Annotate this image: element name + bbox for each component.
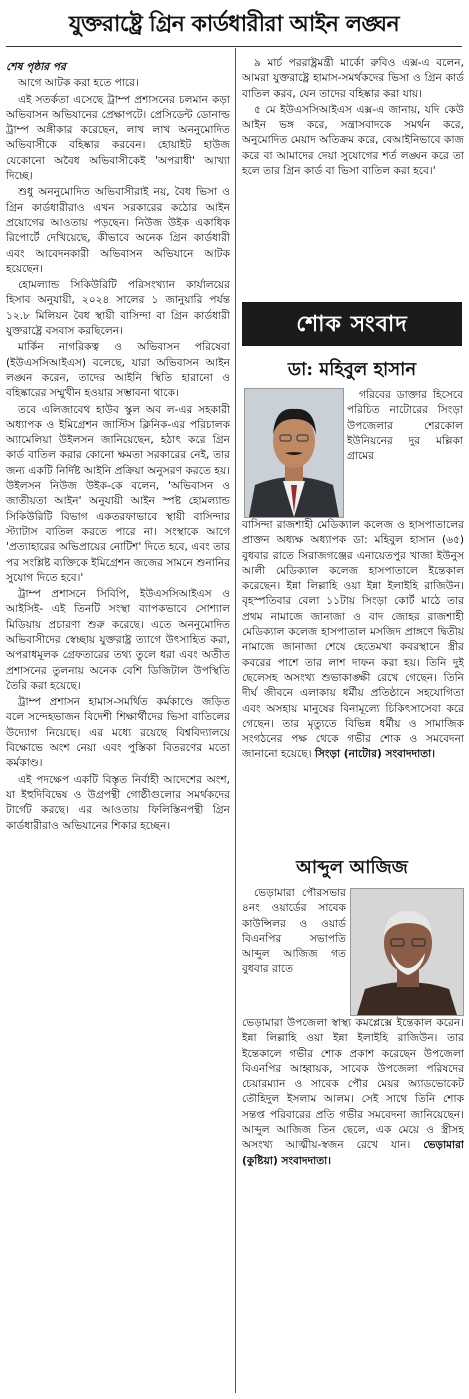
portrait-2-illustration <box>351 889 463 1015</box>
obituary-1-body-text: বাসিন্দা রাজশাহী মেডিক্যাল কলেজ ও হাসপাতালের প্রাক্তন অধ্যক্ষ অধ্যাপক ডা: মহিবুল হাসান (৬৫) বুধবার রাতে সিরাজগঞ্জের এনায়েতপুর খাজা ইউনুস আলী মেডিক্যাল কলেজ হাসপাতালে ইন্তেকাল করেছেন। ইন্না লিল্লাহি ওয়া ইন্না ইলাইহি রাজিউন। বৃহস্পতিবার বেলা ১১টায় সিংড়া কোর্ট মাঠে তার প্রথম নামাজে জানাজা ও বাদ জোহর রাজশাহী মেডিক্যাল কলেজ হাসপাতাল মসজিদ প্রাঙ্গণে দ্বিতীয় নামাজে জানাজা শেষে হেতেমখা কবরস্থানে স্ত্রীর কবরের পাশে তার লাশ দাফন করা হয়। তিনি দুই ছেলেসহ অসংখ্য শুভাকাঙ্ক্ষী রেখে গেছেন। তিনি দীর্ঘ জীবনে এলাকায় ধর্মীয় প্রতিষ্ঠানে সহযোগিতা এবং অসহায় মানুষের বিনামূল্যে চিকিৎসাসেবা করে গেছেন। তার মৃত্যুতে বিভিন্ন ধর্মীয় ও সামাজিক সংগঠনের পক্ষ থেকে গভীর শোক ও সমবেদনা জানানো হয়েছে। <box>242 519 464 761</box>
article-paragraph: তবে এলিজাবেথ হাউব স্কুল অব ল-এর সহকারী অধ্যাপক ও ইমিগ্রেশন জাস্টিস ক্লিনিক-এর পরিচালক অ্যামেলিয়া উইলসন জানিয়েছেন, হঠাৎ করে গ্রিন কার্ড বাতিল করার কোনো ক্ষমতা সরকারের নেই, তার জন্য একটি নির্দিষ্ট আইনি প্রক্রিয়া অনুসরণ করতে হয়। উইলসন নিউজ উইক-কে বলেন, 'অভিবাসন ও জাতীয়তা আইন' অনুযায়ী আইন স্পষ্ট হোমল্যান্ড সিকিউরিটি বিভাগ একতরফাভাবে স্থায়ী বাসিন্দার স্ট্যাটাস বাতিল করতে পারে না। সংস্থাকে আগে 'প্রত্যাহারের অভিপ্রায়ের নোটিশ' দিতে হবে, এবং তার পর সংশ্লিষ্ট ব্যক্তিকে ইমিগ্রেশন জজের সামনে শুনানির সুযোগ দিতে হবে।' <box>6 403 230 584</box>
article-paragraph: হোমল্যান্ড সিকিউরিটি পরিসংখ্যান কার্যালয়ের হিসাব অনুযায়ী, ২০২৪ সালের ১ জানুয়ারি পর্যন্ত ১২.৮ মিলিয়ন বৈধ স্থায়ী বাসিন্দা বা গ্রিন কার্ডধারী যুক্তরাষ্ট্রে বসবাস করছিলেন। <box>6 279 230 338</box>
article-paragraph: এই পদক্ষেপ একটি বিস্তৃত নির্বাহী আদেশের অংশ, যা ইহুদিবিদ্বেষ ও উগ্রপন্থী গোষ্ঠীগুলোর সমর্থকদের টার্গেট করছে। এর আওতায় ফিলিস্তিনপন্থী গ্রিন কার্ডধারীরাও অভিযানের শিকার হচ্ছেন। <box>6 773 230 832</box>
obituary-1-intro: গরিবের ডাক্তার হিসেবে পরিচিত নাটোরের সিংড়া উপজেলার শেরকোল ইউনিয়নের দুর মল্লিকা গ্রামের <box>347 389 463 463</box>
obituary-2-side-text <box>242 886 346 1014</box>
headline-divider <box>6 46 462 47</box>
article-paragraph: ট্রাম্প প্রশাসন হামাস-সমর্থিত কর্মকাণ্ডে জড়িত বলে সন্দেহভাজন বিদেশী শিক্ষার্থীদের ভিসা বাতিলের উদ্যোগ নিয়েছে। এর মধ্যে রয়েছে বিশ্ববিদ্যালয়ে বিক্ষোভে অংশ নেয়া এবং পুস্তিকা বিতরণের মতো কর্মকাণ্ড। <box>6 696 230 770</box>
column-divider <box>235 48 236 1393</box>
article-paragraph: শুধু অননুমোদিত অভিবাসীরাই নয়, বৈধ ভিসা ও গ্রিন কার্ডধারীরাও এখন সরকারের কঠোর আইন প্রয়োগের আওতায় পড়ছেন। নিউজ উইক একাধিক রিপোর্টে দেখিয়েছে, কীভাবে অনেক গ্রিন কার্ডধারী এবং আবেদনকারী অভিবাসন অভিযানে আটক হয়েছেন। <box>6 186 230 275</box>
article-paragraph: ৫ মে ইউএসসিআইএস এক্স-এ জানায়, যদি কেউ আইন ভঙ্গ করে, সন্ত্রাসবাদকে সমর্থন করে, অনুমোদিত মেয়াদ অতিক্রম করে, বেআইনিভাবে কাজ করে বা আমাদের দেয়া সুযোগের শর্ত লঙ্ঘন করে তা হলে তার গ্রিন কার্ড বা ভিসা বাতিল করা হবে।' <box>242 103 464 178</box>
article-paragraph: আগে আটক করা হতে পারে। <box>18 77 139 90</box>
obituary-2-text <box>242 1016 464 1169</box>
obituary-name-2: আব্দুল আজিজ <box>296 857 408 878</box>
obituary-1-side-text <box>347 388 463 516</box>
obituary-2-intro: ভেড়ামারা পৌরসভার ৪নং ওয়ার্ডের সাবেক কাউন্সিলর ও ওয়ার্ড বিএনপির সভাপতি আব্দুল আজিজ গত বুধবার রাতে <box>242 887 346 976</box>
article-paragraph: এই সতর্কতা এসেছে ট্রাম্প প্রশাসনের চলমান কড়া অভিবাসন অভিযানের প্রেক্ষাপটে। প্রেসিডেন্ট ডোনাল্ড ট্রাম্প অঙ্গীকার করেছেন, লাখ লাখ অননুমোদিত অভিবাসীকে বহিষ্কার করবেন। হোয়াইট হাউজ যেকোনো অবৈধ অভিবাসীকেই 'অপরাধী' আখ্যা দিচ্ছে। <box>6 93 230 183</box>
obituary-banner: শোক সংবাদ <box>242 302 462 346</box>
article-paragraph: ৯ মার্চ পররাষ্ট্রমন্ত্রী মার্কো রুবিও এক্স-এ বলেন, আমরা যুক্তরাষ্ট্রে হামাস-সমর্থকদের ভিসা ও গ্রিন কার্ড বাতিল করব, যেন তাদের বহিষ্কার করা যায়। <box>242 57 464 100</box>
article-right-column <box>242 56 464 288</box>
obituary-1-text <box>242 518 464 763</box>
portrait-1-illustration <box>245 389 343 517</box>
obituary-name-1: ডা: মহিবুল হাসান <box>287 359 417 380</box>
headline: যুক্তরাষ্ট্রে গ্রিন কার্ডধারীরা আইন লঙ্ঘন <box>68 11 400 37</box>
portrait-photo-1 <box>244 388 344 518</box>
obituary-2-body-text: ভেড়ামারা উপজেলা স্বাস্থ্য কমপ্লেক্সে ইন্তেকাল করেন। ইন্না লিল্লাহি ওয়া ইন্না ইলাইহি রাজিউন। তার ইন্তেকালে গভীর শোক প্রকাশ করেছেন উপজেলা বিএনপির আহ্বায়ক, সাবেক উপজেলা পরিষদের চেয়ারম্যান ও সাবেক পৌর মেয়র অ্যাডভোকেট তৌহিদুল ইসলাম আলম। সেই সাথে তিনি শোক সন্তপ্ত পরিবারের প্রতি গভীর সমবেদনা জানিয়েছেন। আব্দুল আজিজ তিন ছেলে, এক মেয়ে ও স্ত্রীসহ অসংখ্য আত্মীয়-স্বজন রেখে যান। <box>242 1017 464 1152</box>
continued-label: শেষ পৃষ্ঠার পর <box>6 61 66 73</box>
obituary-1-byline: সিংড়া (নাটোর) সংবাদদাতা। <box>314 748 436 761</box>
article-left-column <box>6 60 230 1393</box>
article-paragraph: মার্কিন নাগরিকত্ব ও অভিবাসন পরিষেবা (ইউএসসিআইএস) বলেছে, যারা অভিবাসন আইন লঙ্ঘন করেন, তাদের আইনি স্থিতি হারানো ও বহিষ্কারের সম্মুখীন হওয়ার সম্ভাবনা থাকে। <box>6 341 230 400</box>
article-paragraph: ট্রাম্প প্রশাসনে সিবিপি, ইউএসসিআইএস ও আইসিই- এই তিনটি সংস্থা ব্যাপকভাবে সোশ্যাল মিডিয়ায় প্রচারণা শুরু করেছে। এতে অননুমোদিত অভিবাসীদের স্বেচ্ছায় যুক্তরাষ্ট্র ত্যাগে উৎসাহিত করা, অপরাধমূলক গ্রেফতারের তথ্য তুলে ধরা এবং অতীত প্রশাসনের তুলনায় অনেক বেশি ডিজিটাল উপস্থিতি তৈরি করা হয়েছে। <box>6 588 230 692</box>
obituary-1-body <box>242 518 464 842</box>
obituary-2-body <box>242 1016 464 1393</box>
portrait-photo-2 <box>350 888 464 1016</box>
obituary-2-byline: ভেড়ামারা (কুষ্টিয়া) সংবাদদাতা। <box>242 1139 464 1167</box>
